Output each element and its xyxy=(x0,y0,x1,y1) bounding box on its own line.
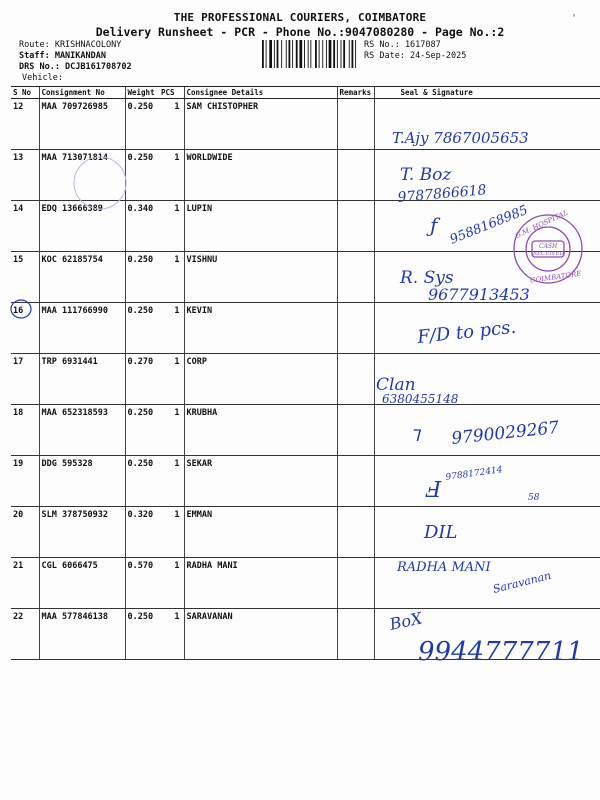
cell-pcs: 1 xyxy=(159,558,184,609)
cell-sno: 16 xyxy=(11,303,39,354)
cell-weight: 0.250 xyxy=(125,252,159,303)
table-row xyxy=(11,456,600,507)
cell-signature xyxy=(374,150,600,201)
cell-consignment: EDQ 13666389 xyxy=(39,201,125,252)
signature-17: Clan xyxy=(376,375,416,395)
cell-signature xyxy=(374,558,600,609)
cell-sno: 19 xyxy=(11,456,39,507)
corner-mark: ' xyxy=(571,13,578,24)
cell-signature xyxy=(374,609,600,660)
cell-sno: 18 xyxy=(11,405,39,456)
cell-weight: 0.250 xyxy=(125,405,159,456)
cell-pcs: 1 xyxy=(159,405,184,456)
remark-16: F/D to pcs. xyxy=(416,316,518,348)
cell-pcs: 1 xyxy=(159,609,184,660)
cell-pcs: 1 xyxy=(159,99,184,150)
cell-consignee: VISHNU xyxy=(184,252,337,303)
cell-consignee: CORP xyxy=(184,354,337,405)
cell-consignment: MAA 709726985 xyxy=(39,99,125,150)
cell-pcs: 1 xyxy=(159,354,184,405)
stamp-line2: CASH xyxy=(539,243,558,250)
cell-weight: 0.340 xyxy=(125,201,159,252)
cell-consignee: SEKAR xyxy=(184,456,337,507)
signature-13a: T. Boz xyxy=(400,165,452,185)
col-consignment: Consignment No xyxy=(39,87,125,99)
cell-weight: 0.250 xyxy=(125,456,159,507)
cell-sno: 15 xyxy=(11,252,39,303)
cell-signature xyxy=(374,252,600,303)
cell-consignment: DDG 595328 xyxy=(39,456,125,507)
runsheet-table xyxy=(11,86,600,660)
table-row xyxy=(11,99,600,150)
vehicle-label: Vehicle: xyxy=(22,73,63,83)
cell-remarks xyxy=(337,252,374,303)
barcode-icon xyxy=(262,40,360,68)
cell-weight: 0.250 xyxy=(125,99,159,150)
cell-signature xyxy=(374,201,600,252)
col-consignee: Consignee Details xyxy=(184,87,337,99)
table-row xyxy=(11,252,600,303)
phone-15: 9677913453 xyxy=(428,285,530,304)
note-19: 58 xyxy=(528,493,540,503)
cell-signature xyxy=(374,456,600,507)
signature-19-mark: Ⅎ xyxy=(426,478,442,503)
col-pcs: PCS xyxy=(159,87,184,99)
signature-21: Saravanan xyxy=(491,568,553,596)
cell-consignment: MAA 111766990 xyxy=(39,303,125,354)
cell-pcs: 1 xyxy=(159,201,184,252)
cell-sno: 17 xyxy=(11,354,39,405)
runsheet-subtitle: Delivery Runsheet - PCR - Phone No.:9047080280 - Page No.:2 xyxy=(95,25,505,39)
cell-sno: 13 xyxy=(11,150,39,201)
cell-weight: 0.320 xyxy=(125,507,159,558)
rs-date: RS Date: 24-Sep-2025 xyxy=(364,51,467,61)
cell-remarks xyxy=(337,99,374,150)
cell-remarks xyxy=(337,354,374,405)
cell-remarks xyxy=(337,609,374,660)
cell-consignee: WORLDWIDE xyxy=(184,150,337,201)
cell-signature xyxy=(374,405,600,456)
cell-pcs: 1 xyxy=(159,303,184,354)
cell-remarks xyxy=(337,405,374,456)
cell-sno: 21 xyxy=(11,558,39,609)
cell-sno: 12 xyxy=(11,99,39,150)
cell-remarks xyxy=(337,456,374,507)
col-sno: S No xyxy=(11,87,39,99)
cell-weight: 0.570 xyxy=(125,558,159,609)
cell-signature xyxy=(374,507,600,558)
cell-consignment: TRP 6931441 xyxy=(39,354,125,405)
signature-12: T.Ajy 7867005653 xyxy=(392,129,529,147)
cell-pcs: 1 xyxy=(159,150,184,201)
stamp-line1: G.M. HOSPITAL xyxy=(513,208,570,241)
cell-consignee: SARAVANAN xyxy=(184,609,337,660)
col-weight: Weight xyxy=(125,87,159,99)
cell-sno: 14 xyxy=(11,201,39,252)
name-21: RADHA MANI xyxy=(397,560,491,575)
cell-weight: 0.250 xyxy=(125,609,159,660)
cell-signature xyxy=(374,99,600,150)
table-row xyxy=(11,201,600,252)
table-row xyxy=(11,354,600,405)
cell-weight: 0.250 xyxy=(125,303,159,354)
cell-remarks xyxy=(337,507,374,558)
cell-pcs: 1 xyxy=(159,507,184,558)
cell-signature xyxy=(374,303,600,354)
cell-pcs: 1 xyxy=(159,252,184,303)
cell-remarks xyxy=(337,558,374,609)
phone-22: 9944777711 xyxy=(418,637,584,667)
report-title: THE PROFESSIONAL COURIERS, COIMBATORE xyxy=(173,11,427,24)
cell-consignment: SLM 378750932 xyxy=(39,507,125,558)
table-row xyxy=(11,405,600,456)
table-row xyxy=(11,507,600,558)
signature-14-mark: ƒ xyxy=(430,213,438,237)
phone-19: 9788172414 xyxy=(445,465,504,483)
col-seal-signature: Seal & Signature xyxy=(374,87,600,99)
cell-consignee: RADHA MANI xyxy=(184,558,337,609)
cell-consignment: MAA 577846138 xyxy=(39,609,125,660)
cell-consignment: MAA 713071814 xyxy=(39,150,125,201)
signature-15: R. Sys xyxy=(400,268,454,288)
cell-consignment: CGL 6066475 xyxy=(39,558,125,609)
cell-consignee: LUPIN xyxy=(184,201,337,252)
col-remarks: Remarks xyxy=(337,87,374,99)
cell-signature xyxy=(374,354,600,405)
cell-remarks xyxy=(337,150,374,201)
route-label: Route: KRISHNACOLONY xyxy=(19,40,122,50)
cell-consignment: KOC 62185754 xyxy=(39,252,125,303)
table-row xyxy=(11,150,600,201)
cell-sno: 22 xyxy=(11,609,39,660)
phone-14: 9588168985 xyxy=(447,202,531,248)
phone-18: 9790029267 xyxy=(450,417,561,449)
signature-18-mark: ᒣ xyxy=(410,426,420,445)
cell-remarks xyxy=(337,303,374,354)
table-header-row xyxy=(11,87,600,99)
stamp-line4: COIMBATORE xyxy=(529,269,582,285)
table-row xyxy=(11,558,600,609)
remark-22: BoX xyxy=(387,608,424,634)
cell-remarks xyxy=(337,201,374,252)
phone-17: 6380455148 xyxy=(382,392,459,406)
cell-sno: 20 xyxy=(11,507,39,558)
stamp-line3: RECEIVED xyxy=(533,251,564,257)
cell-consignee: KEVIN xyxy=(184,303,337,354)
table-row xyxy=(11,303,600,354)
cell-consignment: MAA 652318593 xyxy=(39,405,125,456)
staff-label: Staff: MANIKANDAN xyxy=(19,51,106,61)
cell-pcs: 1 xyxy=(159,456,184,507)
table-row xyxy=(11,609,600,660)
cell-consignee: EMMAN xyxy=(184,507,337,558)
phone-13: 9787866618 xyxy=(396,182,488,206)
signature-20: DIL xyxy=(424,522,458,543)
rs-number: RS No.: 1617087 xyxy=(364,40,441,50)
drs-number: DRS No.: DCJB161708702 xyxy=(19,62,132,72)
cell-consignee: SAM CHISTOPHER xyxy=(184,99,337,150)
cell-consignee: KRUBHA xyxy=(184,405,337,456)
cell-weight: 0.250 xyxy=(125,150,159,201)
cell-weight: 0.270 xyxy=(125,354,159,405)
